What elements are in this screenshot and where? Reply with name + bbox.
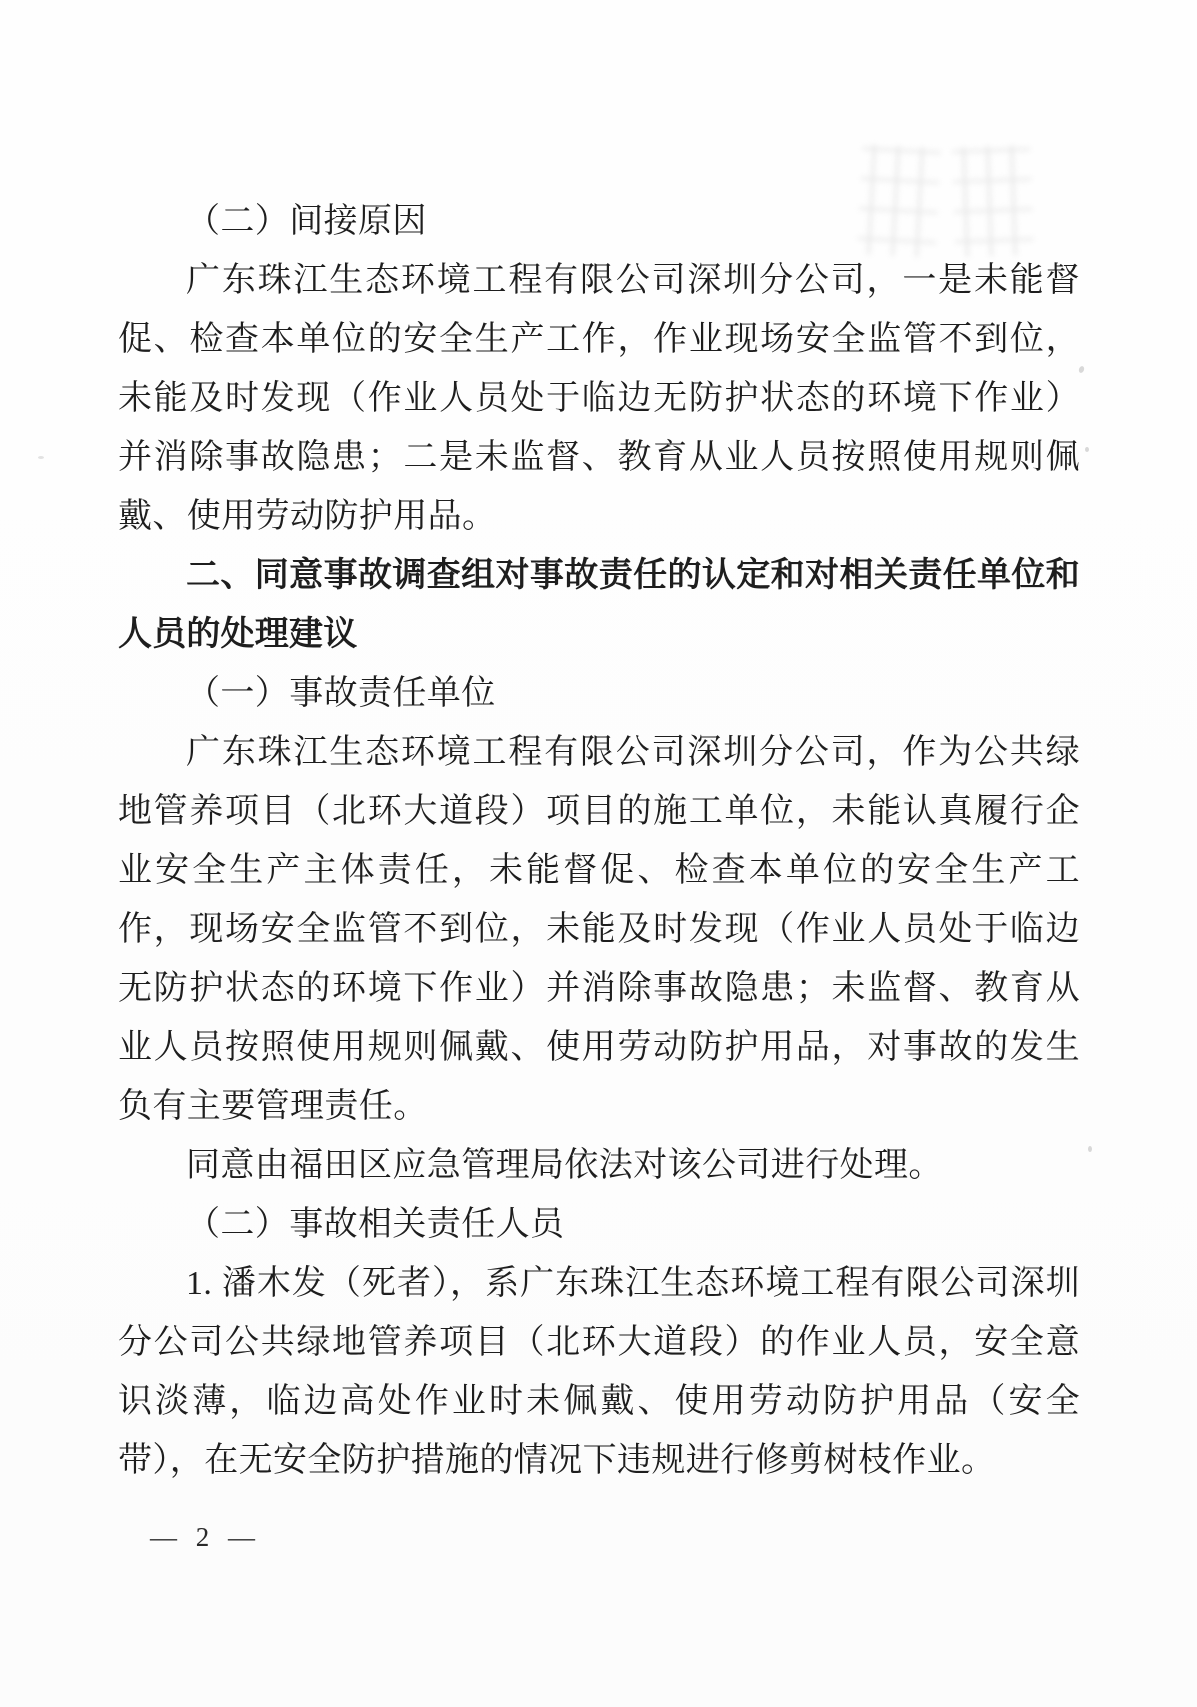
subheading-responsible-unit: （一）事故责任单位: [186, 675, 496, 712]
paragraph-responsible-unit-detail: 广东珠江生态环境工程有限公司深圳分公司，作为公共绿地管养项目（北环大道段）项目的施工单位，未能认真履行企业安全生产主体责任，未能督促、检查本单位的安全生产工作，现场安全监管不到位，未能及时发现（作业人员处于临边无防护状态的环境下作业）并消除事故隐患；未监督、教育从业人员按照使用规则佩戴、使用劳动防护用品，对事故的发生负有主要管理责任。: [118, 734, 1080, 1125]
scan-speck: [38, 456, 44, 459]
scan-speck: [1078, 365, 1085, 373]
section-heading-responsibility-determination: 二、同意事故调查组对事故责任的认定和对相关责任单位和人员的处理建议: [118, 556, 1080, 653]
scan-speck: [1088, 1146, 1092, 1152]
subheading-responsible-persons: （二）事故相关责任人员: [186, 1206, 565, 1243]
subheading-indirect-causes: （二）间接原因: [186, 203, 427, 240]
page-number: — 2 —: [150, 1522, 261, 1552]
document-body: [118, 192, 1080, 1490]
scan-speck: [1085, 447, 1089, 452]
paragraph-indirect-causes-detail: 广东珠江生态环境工程有限公司深圳分公司，一是未能督促、检查本单位的安全生产工作，作业现场安全监管不到位，未能及时发现（作业人员处于临边无防护状态的环境下作业）并消除事故隐患；二是未监督、教育从业人员按照使用规则佩戴、使用劳动防护用品。: [118, 262, 1080, 535]
paragraph-handling-agreement: 同意由福田区应急管理局依法对该公司进行处理。: [186, 1147, 943, 1184]
paragraph-responsible-person-1: 1. 潘木发（死者），系广东珠江生态环境工程有限公司深圳分公司公共绿地管养项目（北环大道段）的作业人员，安全意识淡薄，临边高处作业时未佩戴、使用劳动防护用品（安全带），在无安全防护措施的情况下违规进行修剪树枝作业。: [118, 1265, 1080, 1479]
